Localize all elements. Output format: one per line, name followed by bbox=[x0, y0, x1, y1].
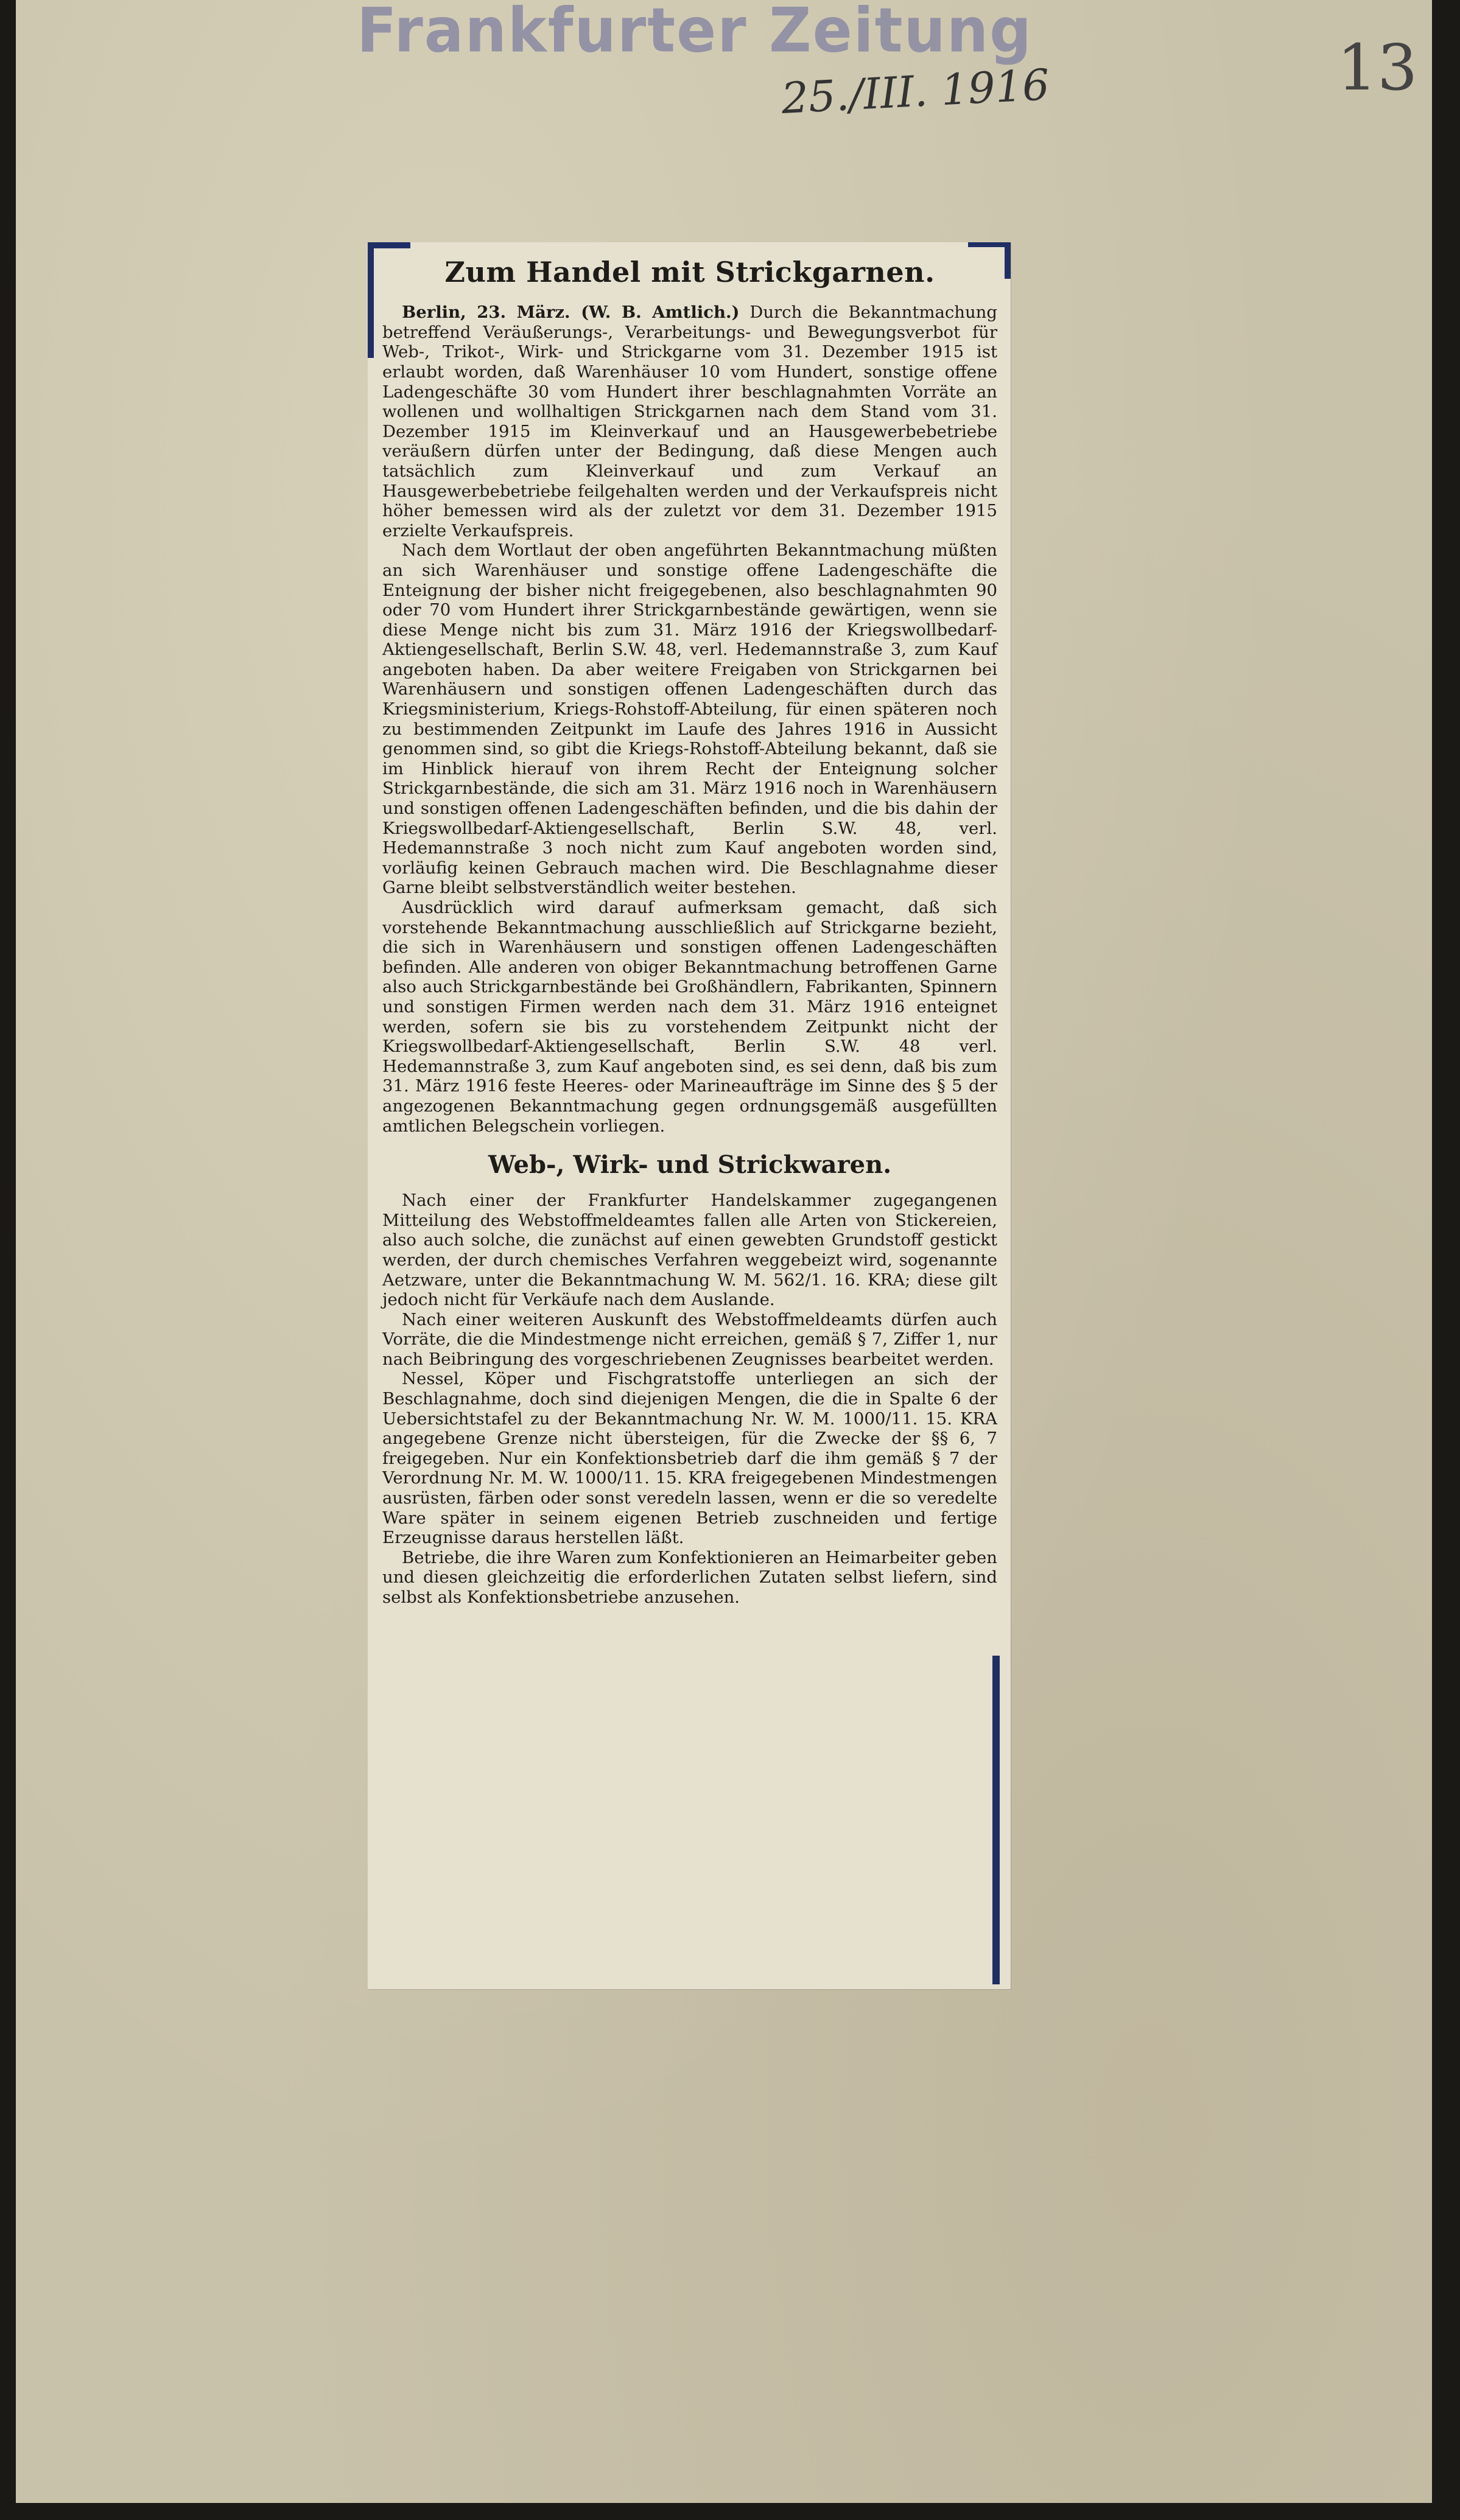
article-paragraph bbox=[382, 303, 997, 541]
article-paragraph: Nach einer der Frankfurter Handelskammer zugegangenen Mitteilung des Webstoffmeldeamtes fallen alle Arten von Stickereien, also auch solche, die zunächst auf einen gewebten Grundstoff gestickt werden, der durch chemisches Verfahren weggebeizt wird, sogenannte Aetzware, unter die Bekanntmachung W. M. 562/1. 16. KRA; diese gilt jedoch nicht für Verkäufe nach dem Auslande. bbox=[382, 1191, 997, 1310]
article-paragraph: Nach dem Wortlaut der oben angeführten Bekanntmachung müßten an sich Warenhäuser und sonstige offene Ladengeschäfte die Enteignung der bisher nicht freigegebenen, also beschlagnahmten 90 oder 70 vom Hundert ihrer Strickgarnbestände gewärtigen, wenn sie diese Menge nicht bis zum 31. März 1916 der Kriegswollbedarf-Aktiengesellschaft, Berlin S.W. 48, verl. Hedemannstraße 3, zum Kauf angeboten haben. Da aber weitere Freigaben von Strickgarnen bei Warenhäusern und sonstigen offenen Ladengeschäften durch das Kriegsministerium, Kriegs-Rohstoff-Abteilung, für einen späteren noch zu bestimmenden Zeitpunkt im Laufe des Jahres 1916 in Aussicht genommen sind, so gibt die Kriegs-Rohstoff-Abteilung bekannt, daß sie im Hinblick hierauf von ihrem Recht der Enteignung solcher Strickgarnbestände, die sich am 31. März 1916 noch in Warenhäusern und sonstigen offenen Ladengeschäften befinden, und die bis dahin der Kriegswollbedarf-Aktiengesellschaft, Berlin S.W. 48, verl. Hedemannstraße 3 noch nicht zum Kauf angeboten worden sind, vorläufig keinen Gebrauch machen wird. Die Beschlagnahme dieser Garne bleibt selbstverständlich weiter bestehen. bbox=[382, 541, 997, 898]
dateline: Berlin, 23. März. (W. B. Amtlich.) bbox=[402, 303, 740, 323]
pencil-mark bbox=[368, 242, 410, 248]
folio-number: 13 bbox=[1337, 30, 1418, 105]
paragraph-text: Durch die Bekanntmachung betreffend Veräußerungs-, Verarbeitungs- und Bewegungsverbot für Web-, Trikot-, Wirk- und Strickgarne vom 31. Dezember 1915 ist erlaubt worden, daß Warenhäuser 10 vom Hundert, sonstige offene Ladengeschäfte 30 vom Hundert ihrer beschlagnahmten Vorräte an wollenen und wollhaltigen Strickgarnen nach dem Stand vom 31. Dezember 1915 im Kleinverkauf und an Hausgewerbebetriebe veräußern dürfen unter der Bedingung, daß diese Mengen auch tatsächlich zum Kleinverkauf und zum Verkauf an Hausgewerbebetriebe feilgehalten werden und der Verkaufspreis nicht höher bemessen wird als der zuletzt vor dem 31. Dezember 1915 erzielte Verkaufspreis. bbox=[382, 303, 997, 541]
article-subtitle: Web-, Wirk- und Strickwaren. bbox=[488, 1150, 892, 1180]
article-paragraph: Ausdrücklich wird darauf aufmerksam gemacht, daß sich vorstehende Bekanntmachung ausschließlich auf Strickgarne bezieht, die sich in Warenhäusern und sonstigen offenen Ladengeschäften befinden. Alle anderen von obiger Bekanntmachung betroffenen Garne also auch Strickgarnbestände bei Großhändlern, Fabrikanten, Spinnern und sonstigen Firmen werden nach dem 31. März 1916 enteignet werden, sofern sie bis zu vorstehendem Zeitpunkt nicht der Kriegswollbedarf-Aktiengesellschaft, Berlin S.W. 48 verl. Hedemannstraße 3, zum Kauf angeboten sind, es sei denn, daß bis zum 31. März 1916 feste Heeres- oder Marineaufträge im Sinne des § 5 der angezogenen Bekanntmachung gegen ordnungsgemäß ausgefüllten amtlichen Belegschein vorliegen. bbox=[382, 898, 997, 1136]
clipping-text bbox=[382, 250, 997, 1978]
article-title: Zum Handel mit Strickgarnen. bbox=[444, 256, 935, 289]
pencil-mark bbox=[1005, 242, 1011, 279]
article-paragraph: Nach einer weiteren Auskunft des Webstoffmeldeamts dürfen auch Vorräte, die die Mindestmenge nicht erreichen, gemäß § 7, Ziffer 1, nur nach Beibringung des vorgeschriebenen Zeugnisses bearbeitet werden. bbox=[382, 1309, 997, 1369]
article-paragraph: Nessel, Köper und Fischgratstoffe unterliegen an sich der Beschlagnahme, doch sind diejenigen Mengen, die die in Spalte 6 der Uebersichtstafel zu der Bekanntmachung Nr. W. M. 1000/11. 15. KRA angegebene Grenze nicht übersteigen, für die Zwecke der §§ 6, 7 freigegeben. Nur ein Konfektionsbetrieb darf die ihm gemäß § 7 der Verordnung Nr. M. W. 1000/11. 15. KRA freigegebenen Mindestmengen ausrüsten, färben oder sonst veredeln lassen, wenn er die so veredelte Ware später in seinem eigenen Betrieb zuschneiden und fertige Erzeugnisse daraus herstellen läßt. bbox=[382, 1369, 997, 1548]
article-paragraph: Betriebe, die ihre Waren zum Konfektionieren an Heimarbeiter geben und diesen gleichzeitig die erforderlichen Zutaten selbst liefern, sind selbst als Konfektionsbetriebe anzusehen. bbox=[382, 1547, 997, 1607]
handwritten-date: 25./III. 1916 bbox=[780, 60, 1051, 124]
pencil-mark bbox=[368, 242, 374, 358]
newspaper-stamp: Frankfurter Zeitung bbox=[357, 0, 1033, 66]
